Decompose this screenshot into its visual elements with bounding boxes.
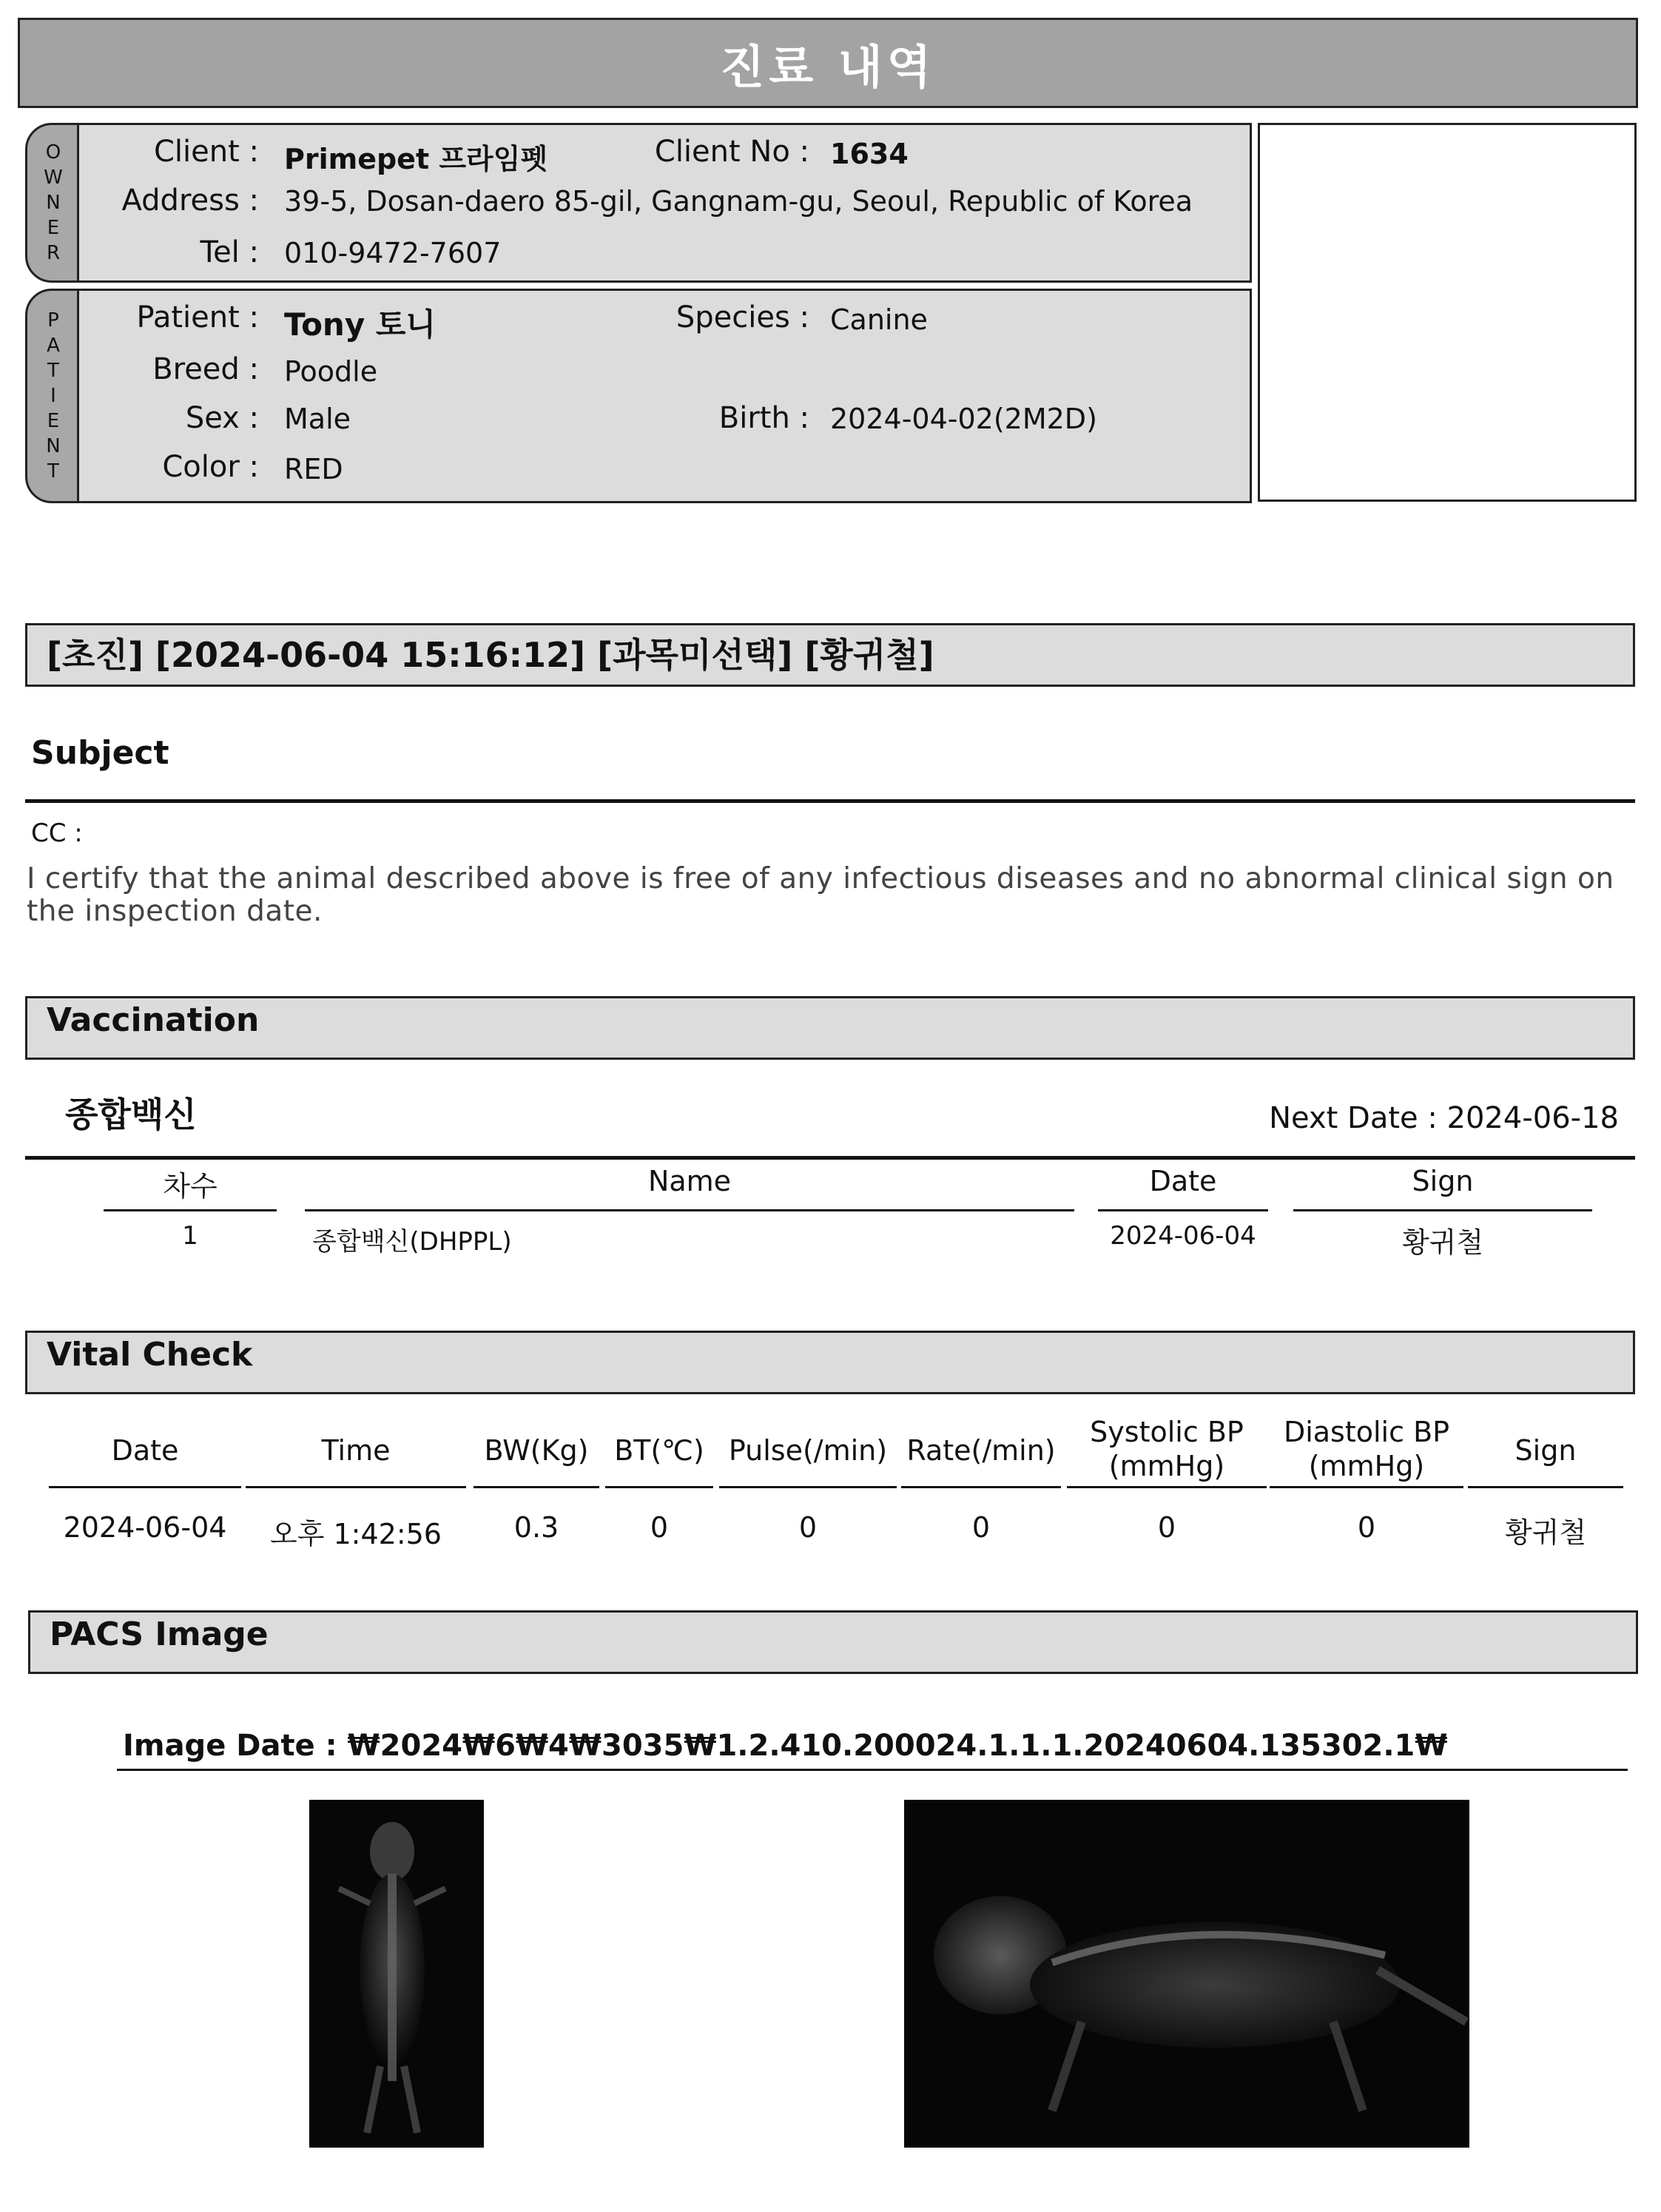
vital-header-rule: [1067, 1486, 1267, 1488]
patient-photo-frame: [1258, 123, 1637, 502]
vital-check-header-bar: [25, 1331, 1635, 1394]
vital-systolic: 0: [1157, 1511, 1176, 1544]
visit-header: [초진] [2024-06-04 15:16:12] [과목미선택] [황귀철]: [47, 635, 934, 675]
document-title-bar: [18, 18, 1638, 108]
vital-time: 오후 1:42:56: [270, 1518, 442, 1550]
color-label: Color :: [162, 450, 259, 484]
species-value: Canine: [830, 303, 928, 336]
xray-image-lateral: [904, 1800, 1469, 2148]
client-value: Primepet 프라임펫: [284, 143, 548, 175]
vital-header-systolic-line1: Systolic BP: [1090, 1416, 1244, 1448]
vital-date: 2024-06-04: [63, 1511, 227, 1544]
vaccine-group-name: 종합백신: [65, 1095, 197, 1134]
patient-tab-letter: T: [47, 360, 59, 382]
subject-text: I certify that the animal described above is free of any infectious diseases and no abnormal clinical sign on the inspection date.: [27, 862, 1614, 928]
visit-header-bar: [25, 623, 1635, 687]
subject-title: Subject: [31, 734, 169, 772]
owner-tab: [25, 123, 81, 283]
vacc-row-order: 1: [182, 1221, 198, 1251]
owner-tab-letter: R: [46, 242, 61, 264]
patient-label: Patient :: [136, 300, 259, 335]
vital-header-date: Date: [111, 1434, 179, 1467]
owner-tab-letter: W: [44, 167, 63, 189]
breed-label: Breed :: [152, 352, 259, 386]
xray-vd-drawing: [309, 1800, 484, 2148]
patient-tab-letter: I: [50, 385, 56, 407]
address-label: Address :: [121, 184, 259, 218]
vaccination-table-top-rule: [25, 1156, 1635, 1160]
vital-header-diastolic: [1270, 1415, 1463, 1483]
sex-label: Sex :: [185, 401, 259, 435]
client-label: Client :: [154, 135, 259, 169]
vital-rate: 0: [971, 1511, 991, 1544]
vacc-header-name: Name: [647, 1165, 732, 1197]
cc-label: CC :: [31, 818, 83, 848]
pacs-image-date-rule: [117, 1769, 1628, 1771]
vital-header-rule: [605, 1486, 713, 1488]
vital-header-rate: Rate(/min): [906, 1434, 1056, 1467]
patient-tab: [25, 289, 81, 503]
subject-divider: [25, 799, 1635, 803]
patient-tab-letter: P: [47, 309, 59, 332]
vital-header-bt: BT(℃): [614, 1434, 704, 1467]
sex-value: Male: [284, 403, 351, 435]
vital-diastolic: 0: [1357, 1511, 1376, 1544]
patient-tab-letter: A: [47, 335, 60, 357]
vacc-row-name: 종합백신(DHPPL): [312, 1227, 512, 1257]
vacc-header-order: 차수: [163, 1170, 218, 1203]
vacc-header-sign: Sign: [1412, 1165, 1474, 1197]
species-label: Species :: [675, 300, 809, 335]
vital-header-diastolic-line1: Diastolic BP: [1283, 1416, 1450, 1448]
patient-value: Tony 토니: [284, 306, 436, 343]
vital-header-systolic: [1067, 1415, 1267, 1483]
vital-sign: 황귀철: [1504, 1516, 1587, 1549]
pacs-title: PACS Image: [50, 1616, 269, 1653]
vital-bw: 0.3: [513, 1511, 559, 1544]
xray-lateral-drawing: [904, 1800, 1469, 2148]
owner-tab-letter: E: [47, 217, 60, 239]
patient-tab-letter: E: [47, 410, 60, 432]
vacc-header-rule: [1098, 1209, 1268, 1211]
vital-check-title: Vital Check: [47, 1336, 253, 1374]
vital-header-rule: [474, 1486, 599, 1488]
pacs-header-bar: [28, 1610, 1638, 1674]
patient-tab-letter: N: [46, 435, 61, 457]
vaccine-next-date: Next Date : 2024-06-18: [1269, 1101, 1619, 1135]
client-no-label: Client No :: [654, 135, 809, 169]
breed-value: Poodle: [284, 355, 378, 388]
vacc-row-sign: 황귀철: [1401, 1226, 1484, 1259]
client-no-value: 1634: [830, 138, 909, 170]
vaccination-header-bar: [25, 996, 1635, 1060]
pacs-image-date: Image Date : ₩2024₩6₩4₩3035₩1.2.410.200024.1.1.1.20240604.135302.1₩: [123, 1729, 1448, 1763]
vital-pulse: 0: [798, 1511, 818, 1544]
vacc-row-date: 2024-06-04: [1110, 1221, 1256, 1251]
vacc-header-date: Date: [1149, 1165, 1217, 1197]
vital-header-rule: [1270, 1486, 1463, 1488]
vital-header-rule: [246, 1486, 466, 1488]
xray-image-vd: [309, 1800, 484, 2148]
vital-header-pulse: Pulse(/min): [728, 1434, 888, 1467]
vital-header-rule: [901, 1486, 1061, 1488]
vital-header-rule: [49, 1486, 241, 1488]
vital-header-bw: BW(Kg): [484, 1434, 589, 1467]
vital-bt: 0: [650, 1511, 669, 1544]
vital-header-sign: Sign: [1515, 1434, 1577, 1467]
vacc-header-rule: [104, 1209, 277, 1211]
vital-header-rule: [1468, 1486, 1623, 1488]
vital-header-diastolic-line2: (mmHg): [1308, 1450, 1425, 1482]
color-value: RED: [284, 453, 343, 485]
document-title: 진료 내역: [720, 39, 936, 94]
owner-tab-letter: N: [46, 192, 61, 214]
vacc-header-rule: [305, 1209, 1074, 1211]
address-value: 39-5, Dosan-daero 85-gil, Gangnam-gu, Seoul, Republic of Korea: [284, 185, 1193, 218]
birth-label: Birth :: [718, 401, 809, 435]
owner-tab-letter: O: [45, 141, 61, 164]
vacc-header-rule: [1293, 1209, 1592, 1211]
vaccination-title: Vaccination: [47, 1001, 260, 1039]
vital-header-rule: [719, 1486, 897, 1488]
vital-header-time: Time: [321, 1434, 391, 1467]
birth-value: 2024-04-02(2M2D): [830, 403, 1097, 435]
tel-label: Tel :: [200, 235, 259, 269]
vital-header-systolic-line2: (mmHg): [1108, 1450, 1225, 1482]
patient-tab-letter: T: [47, 460, 59, 483]
tel-value: 010-9472-7607: [284, 237, 502, 269]
